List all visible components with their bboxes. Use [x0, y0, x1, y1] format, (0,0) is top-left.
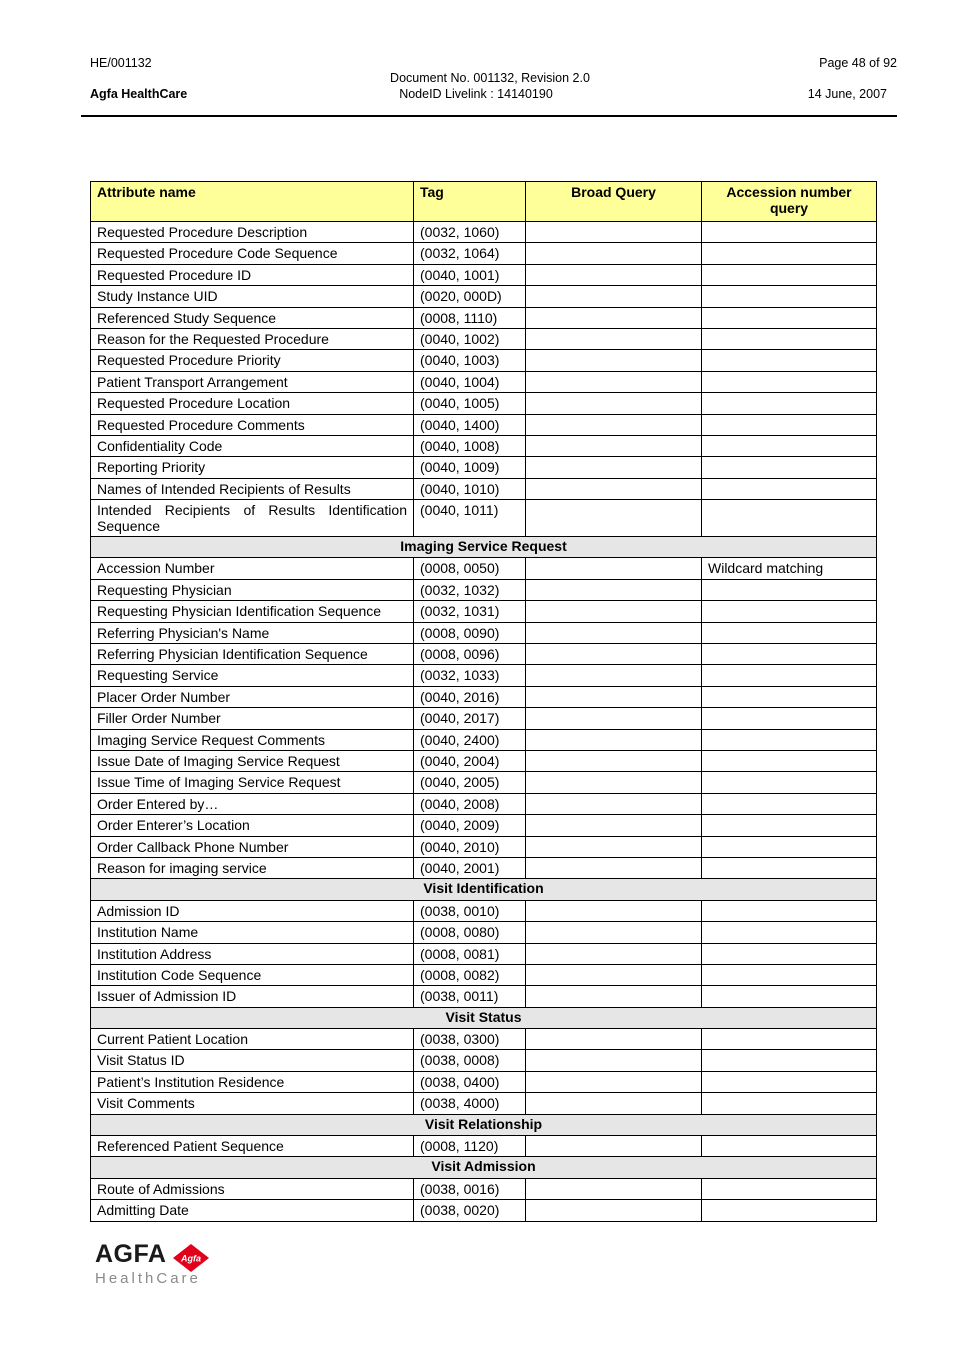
accession-query-cell	[702, 665, 877, 686]
broad-query-cell	[526, 857, 702, 878]
accession-query-cell	[702, 900, 877, 921]
table-row	[91, 478, 877, 499]
table-row	[91, 665, 877, 686]
attribute-name-cell: Requested Procedure Priority	[91, 350, 414, 371]
attribute-name-cell: Admitting Date	[91, 1200, 414, 1221]
tag-cell: (0038, 0008)	[414, 1050, 526, 1071]
section-header-row	[91, 1157, 877, 1178]
table-row	[91, 393, 877, 414]
tag-cell: (0020, 000D)	[414, 286, 526, 307]
logo-emblem-text: Agfa	[181, 1253, 201, 1264]
tag-cell: (0032, 1031)	[414, 601, 526, 622]
attribute-name-cell: Requested Procedure Code Sequence	[91, 243, 414, 264]
broad-query-cell	[526, 478, 702, 499]
table-row	[91, 1050, 877, 1071]
tag-cell: (0040, 2005)	[414, 772, 526, 793]
section-title: Visit Status	[91, 1007, 877, 1028]
attribute-name-cell: Reason for the Requested Procedure	[91, 328, 414, 349]
tag-cell: (0040, 2017)	[414, 708, 526, 729]
broad-query-cell	[526, 1178, 702, 1199]
table-row	[91, 1178, 877, 1199]
accession-query-cell	[702, 1093, 877, 1114]
table-row	[91, 264, 877, 285]
table-row	[91, 815, 877, 836]
attribute-name-cell: Issue Date of Imaging Service Request	[91, 750, 414, 771]
table-row	[91, 986, 877, 1007]
broad-query-cell	[526, 900, 702, 921]
tag-cell: (0032, 1032)	[414, 579, 526, 600]
attribute-name-cell: Visit Comments	[91, 1093, 414, 1114]
accession-query-cell	[702, 500, 877, 537]
broad-query-cell	[526, 686, 702, 707]
table-row	[91, 943, 877, 964]
broad-query-cell	[526, 500, 702, 537]
tag-cell: (0032, 1033)	[414, 665, 526, 686]
table-row	[91, 307, 877, 328]
accession-query-cell	[702, 772, 877, 793]
tag-cell: (0040, 1009)	[414, 457, 526, 478]
accession-query-cell	[702, 644, 877, 665]
tag-cell: (0008, 0050)	[414, 558, 526, 579]
tag-cell: (0040, 2004)	[414, 750, 526, 771]
broad-query-cell	[526, 964, 702, 985]
accession-query-cell	[702, 222, 877, 243]
attribute-name-cell: Requested Procedure Location	[91, 393, 414, 414]
tag-cell: (0038, 0011)	[414, 986, 526, 1007]
accession-query-cell: Wildcard matching	[702, 558, 877, 579]
broad-query-cell	[526, 644, 702, 665]
accession-query-cell	[702, 601, 877, 622]
attribute-name-cell: Referring Physician's Name	[91, 622, 414, 643]
table-row	[91, 729, 877, 750]
table-row	[91, 772, 877, 793]
table-row	[91, 686, 877, 707]
table-row	[91, 708, 877, 729]
attribute-name-cell: Current Patient Location	[91, 1029, 414, 1050]
accession-query-cell	[702, 328, 877, 349]
broad-query-cell	[526, 729, 702, 750]
broad-query-cell	[526, 414, 702, 435]
broad-query-cell	[526, 943, 702, 964]
attribute-name-cell: Institution Address	[91, 943, 414, 964]
attribute-table	[90, 181, 877, 1222]
attribute-name-cell: Referenced Patient Sequence	[91, 1136, 414, 1157]
broad-query-cell	[526, 286, 702, 307]
agfa-healthcare-logo	[95, 1240, 225, 1290]
header-divider	[81, 115, 897, 117]
attribute-name-cell: Confidentiality Code	[91, 435, 414, 456]
agfa-diamond-icon	[172, 1243, 210, 1273]
attribute-name-cell: Patient Transport Arrangement	[91, 371, 414, 392]
broad-query-cell	[526, 328, 702, 349]
table-header-row	[91, 182, 877, 222]
accession-query-cell	[702, 243, 877, 264]
broad-query-cell	[526, 986, 702, 1007]
table-row	[91, 836, 877, 857]
accession-query-cell	[702, 622, 877, 643]
section-title: Visit Identification	[91, 879, 877, 900]
tag-cell: (0008, 0081)	[414, 943, 526, 964]
attribute-name-cell: Intended Recipients of Results Identification Sequence	[91, 500, 414, 537]
tag-cell: (0040, 2016)	[414, 686, 526, 707]
tag-cell: (0008, 1110)	[414, 307, 526, 328]
broad-query-cell	[526, 815, 702, 836]
col-header-attribute: Attribute name	[91, 182, 414, 222]
node-id: NodeID Livelink : 14140190	[399, 87, 553, 101]
accession-query-cell	[702, 264, 877, 285]
col-header-accession-query: Accession number query	[702, 182, 877, 222]
broad-query-cell	[526, 1136, 702, 1157]
tag-cell: (0040, 1010)	[414, 478, 526, 499]
page-number: Page 48 of 92	[819, 56, 897, 70]
tag-cell: (0040, 1004)	[414, 371, 526, 392]
accession-query-cell	[702, 836, 877, 857]
table-row	[91, 922, 877, 943]
accession-query-cell	[702, 922, 877, 943]
accession-query-cell	[702, 708, 877, 729]
attribute-name-cell: Accession Number	[91, 558, 414, 579]
broad-query-cell	[526, 922, 702, 943]
tag-cell: (0040, 1001)	[414, 264, 526, 285]
accession-query-cell	[702, 414, 877, 435]
accession-query-cell	[702, 793, 877, 814]
accession-query-cell	[702, 857, 877, 878]
table-row	[91, 371, 877, 392]
attribute-name-cell: Referring Physician Identification Sequence	[91, 644, 414, 665]
section-header-row	[91, 1114, 877, 1135]
attribute-name-cell: Order Enterer’s Location	[91, 815, 414, 836]
tag-cell: (0008, 0096)	[414, 644, 526, 665]
broad-query-cell	[526, 1029, 702, 1050]
table-row	[91, 1093, 877, 1114]
tag-cell: (0040, 2010)	[414, 836, 526, 857]
section-title: Visit Relationship	[91, 1114, 877, 1135]
broad-query-cell	[526, 622, 702, 643]
broad-query-cell	[526, 1200, 702, 1221]
broad-query-cell	[526, 350, 702, 371]
tag-cell: (0040, 1005)	[414, 393, 526, 414]
table-row	[91, 750, 877, 771]
accession-query-cell	[702, 729, 877, 750]
broad-query-cell	[526, 371, 702, 392]
attribute-name-cell: Reason for imaging service	[91, 857, 414, 878]
broad-query-cell	[526, 793, 702, 814]
tag-cell: (0008, 0080)	[414, 922, 526, 943]
attribute-name-cell: Study Instance UID	[91, 286, 414, 307]
attribute-name-cell: Institution Code Sequence	[91, 964, 414, 985]
attribute-name-cell: Names of Intended Recipients of Results	[91, 478, 414, 499]
tag-cell: (0008, 1120)	[414, 1136, 526, 1157]
tag-cell: (0038, 4000)	[414, 1093, 526, 1114]
table-row	[91, 500, 877, 537]
tag-cell: (0040, 2009)	[414, 815, 526, 836]
broad-query-cell	[526, 558, 702, 579]
accession-query-cell	[702, 579, 877, 600]
document-id: HE/001132	[90, 56, 152, 70]
table-row	[91, 601, 877, 622]
attribute-name-cell: Issue Time of Imaging Service Request	[91, 772, 414, 793]
accession-query-cell	[702, 1136, 877, 1157]
attribute-name-cell: Placer Order Number	[91, 686, 414, 707]
broad-query-cell	[526, 222, 702, 243]
accession-query-cell	[702, 686, 877, 707]
table-row	[91, 457, 877, 478]
broad-query-cell	[526, 1050, 702, 1071]
section-header-row	[91, 1007, 877, 1028]
tag-cell: (0038, 0010)	[414, 900, 526, 921]
tag-cell: (0040, 1003)	[414, 350, 526, 371]
table-row	[91, 414, 877, 435]
document-date: 14 June, 2007	[807, 87, 887, 101]
tag-cell: (0038, 0400)	[414, 1071, 526, 1092]
logo-subtitle: HealthCare	[95, 1270, 201, 1287]
broad-query-cell	[526, 601, 702, 622]
attribute-name-cell: Filler Order Number	[91, 708, 414, 729]
attribute-name-cell: Requested Procedure Comments	[91, 414, 414, 435]
table-body	[91, 222, 877, 1222]
tag-cell: (0038, 0016)	[414, 1178, 526, 1199]
tag-cell: (0038, 0300)	[414, 1029, 526, 1050]
broad-query-cell	[526, 836, 702, 857]
attribute-name-cell: Order Callback Phone Number	[91, 836, 414, 857]
tag-cell: (0040, 1400)	[414, 414, 526, 435]
accession-query-cell	[702, 350, 877, 371]
table-row	[91, 435, 877, 456]
accession-query-cell	[702, 1071, 877, 1092]
table-row	[91, 243, 877, 264]
table-row	[91, 1029, 877, 1050]
tag-cell: (0040, 2008)	[414, 793, 526, 814]
accession-query-cell	[702, 750, 877, 771]
broad-query-cell	[526, 772, 702, 793]
section-title: Visit Admission	[91, 1157, 877, 1178]
section-header-row	[91, 537, 877, 558]
accession-query-cell	[702, 457, 877, 478]
col-header-broad-query: Broad Query	[526, 182, 702, 222]
broad-query-cell	[526, 750, 702, 771]
attribute-name-cell: Requesting Physician	[91, 579, 414, 600]
table-row	[91, 222, 877, 243]
broad-query-cell	[526, 1071, 702, 1092]
tag-cell: (0032, 1060)	[414, 222, 526, 243]
attribute-name-cell: Reporting Priority	[91, 457, 414, 478]
attribute-name-cell: Patient’s Institution Residence	[91, 1071, 414, 1092]
attribute-name-cell: Requesting Service	[91, 665, 414, 686]
tag-cell: (0008, 0090)	[414, 622, 526, 643]
attribute-name-cell: Imaging Service Request Comments	[91, 729, 414, 750]
accession-query-cell	[702, 964, 877, 985]
accession-query-cell	[702, 307, 877, 328]
accession-query-cell	[702, 478, 877, 499]
broad-query-cell	[526, 579, 702, 600]
tag-cell: (0040, 1002)	[414, 328, 526, 349]
broad-query-cell	[526, 665, 702, 686]
accession-query-cell	[702, 435, 877, 456]
broad-query-cell	[526, 708, 702, 729]
table-row	[91, 558, 877, 579]
accession-query-cell	[702, 1029, 877, 1050]
accession-query-cell	[702, 286, 877, 307]
attribute-name-cell: Issuer of Admission ID	[91, 986, 414, 1007]
table-row	[91, 857, 877, 878]
broad-query-cell	[526, 264, 702, 285]
broad-query-cell	[526, 457, 702, 478]
tag-cell: (0040, 2001)	[414, 857, 526, 878]
table-row	[91, 286, 877, 307]
accession-query-cell	[702, 393, 877, 414]
broad-query-cell	[526, 307, 702, 328]
table-row	[91, 579, 877, 600]
accession-query-cell	[702, 371, 877, 392]
tag-cell: (0040, 1011)	[414, 500, 526, 537]
logo-wordmark: AGFA	[95, 1240, 167, 1268]
accession-query-cell	[702, 943, 877, 964]
tag-cell: (0038, 0020)	[414, 1200, 526, 1221]
attribute-name-cell: Requesting Physician Identification Sequence	[91, 601, 414, 622]
accession-query-cell	[702, 1050, 877, 1071]
accession-query-cell	[702, 1178, 877, 1199]
attribute-name-cell: Requested Procedure ID	[91, 264, 414, 285]
table-row	[91, 1071, 877, 1092]
table-row	[91, 1200, 877, 1221]
attribute-name-cell: Route of Admissions	[91, 1178, 414, 1199]
attribute-name-cell: Admission ID	[91, 900, 414, 921]
attribute-name-cell: Order Entered by…	[91, 793, 414, 814]
tag-cell: (0032, 1064)	[414, 243, 526, 264]
document-number: Document No. 001132, Revision 2.0	[390, 71, 590, 85]
accession-query-cell	[702, 815, 877, 836]
section-title: Imaging Service Request	[91, 537, 877, 558]
accession-query-cell	[702, 1200, 877, 1221]
table-row	[91, 793, 877, 814]
col-header-tag: Tag	[414, 182, 526, 222]
attribute-name-cell: Requested Procedure Description	[91, 222, 414, 243]
table-row	[91, 1136, 877, 1157]
table-row	[91, 900, 877, 921]
broad-query-cell	[526, 1093, 702, 1114]
attribute-name-cell: Institution Name	[91, 922, 414, 943]
table-row	[91, 622, 877, 643]
tag-cell: (0008, 0082)	[414, 964, 526, 985]
company-name: Agfa HealthCare	[90, 87, 188, 101]
table-row	[91, 964, 877, 985]
table-row	[91, 328, 877, 349]
tag-cell: (0040, 2400)	[414, 729, 526, 750]
section-header-row	[91, 879, 877, 900]
attribute-name-cell: Referenced Study Sequence	[91, 307, 414, 328]
tag-cell: (0040, 1008)	[414, 435, 526, 456]
table-row	[91, 644, 877, 665]
accession-query-cell	[702, 986, 877, 1007]
table-row	[91, 350, 877, 371]
broad-query-cell	[526, 435, 702, 456]
attribute-name-cell: Visit Status ID	[91, 1050, 414, 1071]
broad-query-cell	[526, 393, 702, 414]
broad-query-cell	[526, 243, 702, 264]
